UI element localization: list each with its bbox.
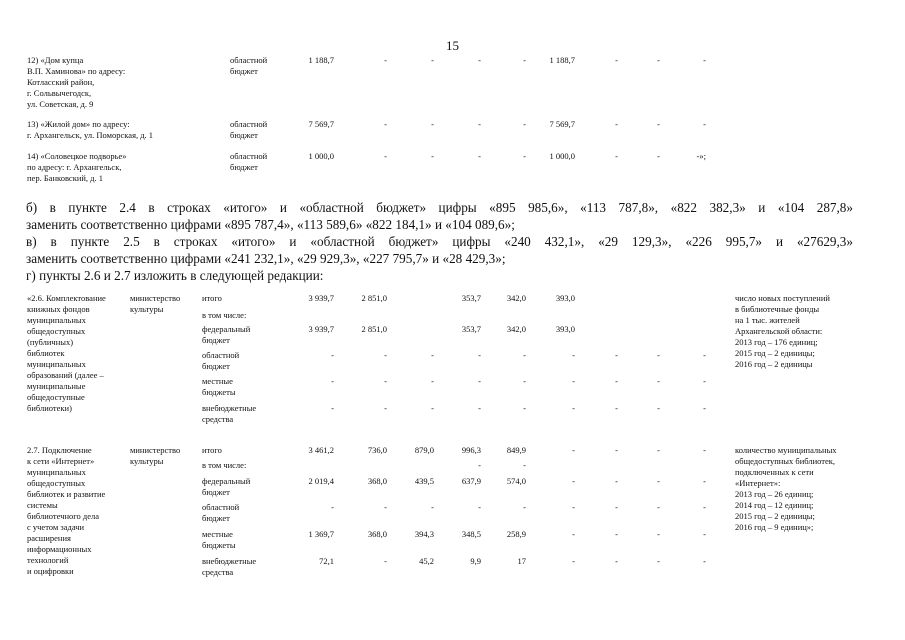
measure-27-row-value: - [615, 445, 618, 455]
measure-27-row-value: 849,9 [506, 445, 526, 455]
measure-26-row-value: - [572, 376, 575, 386]
object-row-value: - [431, 119, 434, 129]
measure-26-row-value: - [615, 376, 618, 386]
page-number: 15 [446, 38, 459, 53]
measure-27-row-value: - [657, 529, 660, 539]
object-row-value: - [703, 55, 706, 65]
object-row-value: - [523, 55, 526, 65]
object-name-line: по адресу: г. Архангельск, [27, 162, 122, 172]
measure-26-name-line: образований (далее – [27, 370, 104, 380]
measure-27-row-value: - [657, 556, 660, 566]
paragraph-v-line-1: в) в пункте 2.5 в строках «итого» и «областной бюджет» цифры «240 432,1», «29 129,3», «226 995,7» и «27629,3» [26, 234, 853, 249]
measure-26-result-line: 2015 год – 2 единицы; [735, 348, 815, 358]
measure-27-row-value: - [523, 502, 526, 512]
measure-26-result-line: 2013 год – 176 единиц; [735, 337, 818, 347]
measure-27-row-value: - [572, 476, 575, 486]
funding-source-line: бюджет [230, 66, 258, 76]
object-row-value: - [478, 55, 481, 65]
measure-27-row-value: - [615, 529, 618, 539]
measure-27-result-line: 2015 год – 2 единицы; [735, 511, 815, 521]
measure-27-name-line: библиотечного дела [27, 511, 100, 521]
measure-26-result-line: 2016 год – 2 единицы [735, 359, 813, 369]
measure-27-name-line: к сети «Интернет» [27, 456, 95, 466]
measure-27-row-value: - [572, 445, 575, 455]
measure-27-row-value: 258,9 [506, 529, 526, 539]
measure-27-name-line: 2.7. Подключение [27, 445, 92, 455]
object-name [27, 151, 126, 184]
measure-27-source [202, 556, 256, 578]
object-row-value: - [523, 151, 526, 161]
measure-27-row-value: - [478, 460, 481, 470]
measure-27-name-line: технологий [27, 555, 69, 565]
measure-26-source [202, 376, 236, 398]
measure-26-row-value: - [703, 403, 706, 413]
measure-27-name-line: общедоступных [27, 478, 86, 488]
measure-27-row-value: - [523, 460, 526, 470]
measure-27-source-line: бюджет [202, 513, 230, 523]
measure-26-name-line: «2.6. Комплектование [27, 293, 106, 303]
measure-27-result-line: 2014 год – 12 единиц; [735, 500, 814, 510]
measure-27-row-value: - [615, 556, 618, 566]
paragraph-b-line-2: заменить соответственно цифрами «895 787,4», «113 589,6» «822 184,1» и «104 089,6»; [26, 217, 515, 232]
measure-26-source-line: бюджет [202, 335, 230, 345]
measure-26-row-value: 3 939,7 [308, 324, 334, 334]
measure-27-executor-line: министерство [130, 445, 181, 455]
measure-26-row-value: - [657, 350, 660, 360]
object-name [27, 119, 153, 141]
measure-26-name-line: (публичных) [27, 337, 74, 347]
measure-27-row-value: 368,0 [367, 476, 387, 486]
measure-26-source-line: областной [202, 350, 240, 360]
object-name-line: В.П. Хаминова» по адресу: [27, 66, 126, 76]
measure-26-row-value: - [523, 350, 526, 360]
object-row-value: - [523, 119, 526, 129]
measure-27-source-line: федеральный [202, 476, 251, 486]
funding-source [230, 119, 267, 141]
measure-26-row-value: - [384, 403, 387, 413]
paragraph-v-line-2: заменить соответственно цифрами «241 232,1», «29 929,3», «227 795,7» и «28 429,3»; [26, 251, 506, 266]
measure-26-row-value: 342,0 [506, 293, 526, 303]
object-row-value: 7 569,7 [308, 119, 334, 129]
measure-27-name-line: с учетом задачи [27, 522, 85, 532]
measure-26-row-value: - [572, 403, 575, 413]
measure-26-result [735, 293, 830, 370]
measure-26-row-value: - [703, 376, 706, 386]
measure-26-row-value: 353,7 [461, 293, 481, 303]
measure-27-row-value: - [572, 529, 575, 539]
measure-27-result-line: «Интернет»: [735, 478, 781, 488]
measure-26-row-value: - [331, 376, 334, 386]
measure-27-row-value: - [331, 502, 334, 512]
measure-27-result-line: 2016 год – 9 единиц»; [735, 522, 814, 532]
measure-26-row-value: 393,0 [555, 293, 575, 303]
measure-27-row-value: 17 [517, 556, 526, 566]
measure-27-result-line: 2013 год – 26 единиц; [735, 489, 814, 499]
object-row-value: - [478, 151, 481, 161]
measure-27-name [27, 445, 105, 577]
object-row-value: - [703, 119, 706, 129]
measure-26-row-value: - [572, 350, 575, 360]
object-row-value: - [615, 55, 618, 65]
measure-27-source-line: средства [202, 567, 234, 577]
measure-26-row-value: 393,0 [555, 324, 575, 334]
measure-27-row-value: - [572, 556, 575, 566]
measure-27-source-line: областной [202, 502, 240, 512]
measure-27-row-value: 637,9 [461, 476, 481, 486]
measure-27-row-value: 368,0 [367, 529, 387, 539]
measure-26-name-line: муниципальные [27, 381, 86, 391]
measure-26-name-line: общедоступные [27, 392, 85, 402]
measure-27-result [735, 445, 837, 533]
measure-27-name-line: системы [27, 500, 58, 510]
measure-26-row-value: - [431, 376, 434, 386]
measure-26-row-value: - [431, 350, 434, 360]
measure-26-row-value: 3 939,7 [308, 293, 334, 303]
measure-27-source-line: итого [202, 445, 222, 455]
measure-26-row-value: - [657, 403, 660, 413]
measure-26-row-value: - [331, 350, 334, 360]
measure-26-source-line: федеральный [202, 324, 251, 334]
measure-26-row-value: - [384, 350, 387, 360]
measure-26-name-line: библиотеки) [27, 403, 72, 413]
funding-source [230, 151, 267, 173]
measure-27-row-value: 3 461,2 [308, 445, 334, 455]
measure-27-row-value: 394,3 [414, 529, 434, 539]
paragraph-g: г) пункты 2.6 и 2.7 изложить в следующей редакции: [26, 268, 324, 283]
measure-27-name-line: библиотек и развитие [27, 489, 106, 499]
measure-27-executor-line: культуры [130, 456, 164, 466]
measure-26-name-line: муниципальных [27, 359, 86, 369]
measure-27-row-value: - [384, 502, 387, 512]
object-row-value: - [657, 151, 660, 161]
measure-27-name-line: расширения [27, 533, 71, 543]
measure-27-row-value: - [703, 556, 706, 566]
measure-27-name-line: информационных [27, 544, 92, 554]
measure-26-result-line: на 1 тыс. жителей [735, 315, 800, 325]
measure-27-row-value: - [703, 445, 706, 455]
object-row-value: - [384, 55, 387, 65]
measure-26-source [202, 324, 250, 346]
measure-26-row-value: 2 851,0 [361, 293, 387, 303]
funding-source-line: областной [230, 55, 268, 65]
measure-26-source-line: бюджеты [202, 387, 236, 397]
measure-26-result-line: Архангельской области: [735, 326, 823, 336]
measure-27-row-value: 736,0 [367, 445, 387, 455]
object-row-value: - [431, 55, 434, 65]
measure-26-executor [130, 293, 180, 315]
measure-26-source-line: средства [202, 414, 234, 424]
measure-27-name-line: и оцифровки [27, 566, 74, 576]
measure-27-row-value: - [431, 502, 434, 512]
object-name-line: Котласский район, [27, 77, 95, 87]
measure-26-result-line: в библиотечные фонды [735, 304, 820, 314]
measure-26-executor-line: министерство [130, 293, 181, 303]
measure-26-source [202, 310, 246, 321]
measure-26-source-line: местные [202, 376, 233, 386]
measure-26-row-value: - [523, 376, 526, 386]
measure-27-row-value: - [478, 502, 481, 512]
measure-26-row-value: - [478, 376, 481, 386]
measure-26-source [202, 350, 239, 372]
measure-27-row-value: 574,0 [506, 476, 526, 486]
object-row-value: 1 000,0 [308, 151, 334, 161]
measure-26-row-value: 353,7 [461, 324, 481, 334]
object-row-value: - [657, 119, 660, 129]
measure-27-source [202, 476, 250, 498]
measure-27-row-value: - [703, 529, 706, 539]
funding-source-line: бюджет [230, 162, 258, 172]
measure-27-row-value: 879,0 [414, 445, 434, 455]
measure-27-source [202, 460, 246, 471]
measure-27-row-value: 45,2 [419, 556, 434, 566]
measure-26-source-line: в том числе: [202, 310, 247, 320]
object-row-value: 1 188,7 [308, 55, 334, 65]
object-name-line: 14) «Соловецкое подворье» [27, 151, 127, 161]
measure-26-row-value: 342,0 [506, 324, 526, 334]
measure-27-source-line: в том числе: [202, 460, 247, 470]
measure-27-row-value: - [615, 476, 618, 486]
measure-27-source-line: местные [202, 529, 233, 539]
measure-27-row-value: - [657, 502, 660, 512]
object-row-value: - [478, 119, 481, 129]
funding-source-line: областной [230, 119, 268, 129]
measure-26-source [202, 403, 256, 425]
object-name-line: ул. Советская, д. 9 [27, 99, 94, 109]
measure-27-result-line: количество муниципальных [735, 445, 837, 455]
measure-27-row-value: 439,5 [414, 476, 434, 486]
measure-27-name-line: муниципальных [27, 467, 86, 477]
measure-27-source-line: бюджет [202, 487, 230, 497]
object-name-line: 13) «Жилой дом» по адресу: [27, 119, 130, 129]
measure-26-name-line: библиотек [27, 348, 65, 358]
measure-27-row-value: - [657, 476, 660, 486]
measure-27-source-line: внебюджетные [202, 556, 257, 566]
object-row-value: - [431, 151, 434, 161]
measure-26-row-value: - [431, 403, 434, 413]
measure-26-row-value: - [478, 350, 481, 360]
measure-26-source-line: итого [202, 293, 222, 303]
funding-source [230, 55, 267, 77]
object-name-line: пер. Банковский, д. 1 [27, 173, 104, 183]
measure-26-row-value: - [703, 350, 706, 360]
measure-26-name-line: муниципальных [27, 315, 86, 325]
measure-26-row-value: - [331, 403, 334, 413]
measure-26-name [27, 293, 106, 414]
measure-27-row-value: 1 369,7 [308, 529, 334, 539]
measure-27-row-value: 348,5 [461, 529, 481, 539]
measure-27-source [202, 445, 222, 456]
measure-26-source-line: бюджет [202, 361, 230, 371]
measure-26-row-value: - [657, 376, 660, 386]
measure-27-source [202, 529, 236, 551]
measure-27-row-value: 9,9 [470, 556, 481, 566]
measure-26-name-line: общедоступных [27, 326, 86, 336]
measure-26-source [202, 293, 222, 304]
measure-27-row-value: - [615, 502, 618, 512]
measure-26-executor-line: культуры [130, 304, 164, 314]
object-row-value: 1 188,7 [549, 55, 575, 65]
measure-26-row-value: - [615, 350, 618, 360]
object-row-value: - [657, 55, 660, 65]
measure-26-row-value: 2 851,0 [361, 324, 387, 334]
paragraph-b-line-1: б) в пункте 2.4 в строках «итого» и «областной бюджет» цифры «895 985,6», «113 787,8», «822 382,3» и «104 287,8» [26, 200, 853, 215]
measure-27-result-line: общедоступных библиотек, [735, 456, 836, 466]
measure-26-row-value: - [478, 403, 481, 413]
object-row-value: -»; [696, 151, 706, 161]
measure-26-source-line: внебюджетные [202, 403, 257, 413]
object-row-value: - [615, 151, 618, 161]
measure-27-row-value: - [384, 556, 387, 566]
measure-27-source [202, 502, 239, 524]
measure-26-result-line: число новых поступлений [735, 293, 830, 303]
object-row-value: 1 000,0 [549, 151, 575, 161]
measure-27-executor [130, 445, 180, 467]
measure-27-row-value: - [657, 445, 660, 455]
measure-26-row-value: - [615, 403, 618, 413]
measure-27-row-value: - [703, 476, 706, 486]
object-row-value: - [384, 151, 387, 161]
object-name [27, 55, 125, 110]
measure-27-row-value: 996,3 [461, 445, 481, 455]
measure-26-row-value: - [523, 403, 526, 413]
measure-27-row-value: 72,1 [319, 556, 334, 566]
measure-26-name-line: книжных фондов [27, 304, 90, 314]
measure-27-row-value: - [703, 502, 706, 512]
object-row-value: 7 569,7 [549, 119, 575, 129]
funding-source-line: бюджет [230, 130, 258, 140]
measure-27-source-line: бюджеты [202, 540, 236, 550]
funding-source-line: областной [230, 151, 268, 161]
object-name-line: г. Архангельск, ул. Поморская, д. 1 [27, 130, 154, 140]
object-row-value: - [384, 119, 387, 129]
object-row-value: - [615, 119, 618, 129]
measure-27-row-value: 2 019,4 [308, 476, 334, 486]
measure-27-result-line: подключенных к сети [735, 467, 814, 477]
measure-26-row-value: - [384, 376, 387, 386]
object-name-line: г. Сольвычегодск, [27, 88, 92, 98]
measure-27-row-value: - [572, 502, 575, 512]
object-name-line: 12) «Дом купца [27, 55, 84, 65]
